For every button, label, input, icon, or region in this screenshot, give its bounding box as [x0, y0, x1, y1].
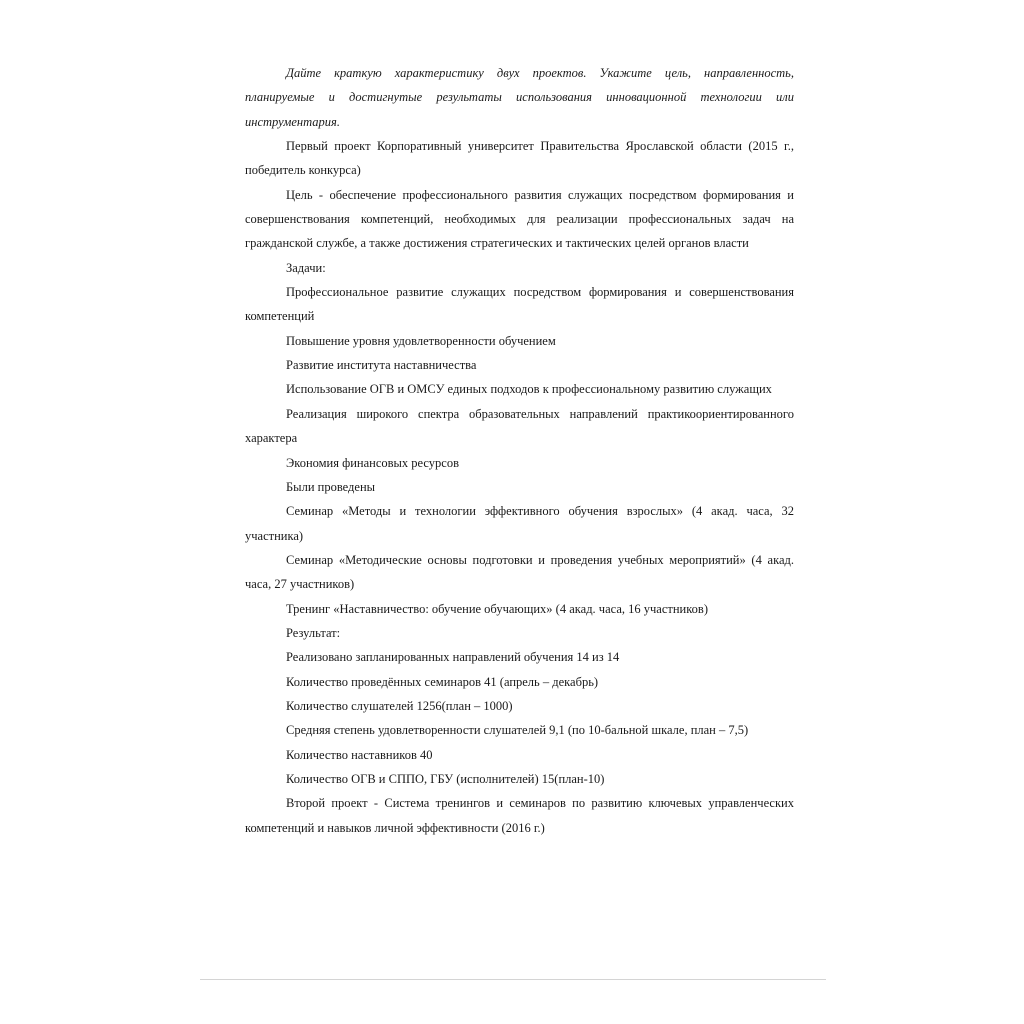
second-project-title: Второй проект - Система тренингов и семинаров по развитию ключевых управленческих компетенций и навыков личной эффективности (2016 г.) — [245, 796, 794, 835]
events-heading: Были проведены — [286, 479, 376, 494]
page-bottom-divider — [200, 979, 826, 980]
tasks-heading: Задачи: — [286, 260, 326, 275]
task-item: Развитие института наставничества — [286, 358, 477, 373]
task-item: Реализация широкого спектра образовательных направлений практикоориентированного характера — [245, 406, 794, 446]
event-item: Семинар «Методические основы подготовки и проведения учебных мероприятий» (4 акад. часа, 27 участников) — [245, 552, 794, 592]
task-item: Экономия финансовых ресурсов — [286, 455, 459, 470]
task-item: Профессиональное развитие служащих посредством формирования и совершенствования компетенций — [245, 285, 794, 324]
document-body — [245, 61, 794, 840]
result-item: Количество ОГВ и СППО, ГБУ (исполнителей) 15(план-10) — [286, 771, 605, 786]
result-item: Количество проведённых семинаров 41 (апрель – декабрь) — [286, 674, 599, 689]
intro-paragraph: Дайте краткую характеристику двух проектов. Укажите цель, направленность, планируемые и достигнутые результаты использования инновационной технологии или инструментария. — [245, 66, 794, 129]
result-item: Реализовано запланированных направлений обучения 14 из 14 — [286, 650, 620, 665]
result-item: Количество слушателей 1256(план – 1000) — [286, 698, 513, 713]
first-project-goal: Цель - обеспечение профессионального развития служащих посредством формирования и совершенствования компетенций, необходимых для реализации профессиональных задач на гражданской службе, а также достижения стратегических и тактических целей органов власти — [245, 187, 794, 251]
task-item: Повышение уровня удовлетворенности обучением — [286, 333, 556, 348]
task-item: Использование ОГВ и ОМСУ единых подходов к профессиональному развитию служащих — [286, 382, 772, 397]
event-item: Тренинг «Наставничество: обучение обучающих» (4 акад. часа, 16 участников) — [286, 601, 708, 616]
result-item: Средняя степень удовлетворенности слушателей 9,1 (по 10-бальной шкале, план – 7,5) — [286, 723, 749, 738]
first-project-title: Первый проект Корпоративный университет Правительства Ярославской области (2015 г., победитель конкурса) — [245, 139, 794, 178]
results-heading: Результат: — [286, 625, 341, 640]
event-item: Семинар «Методы и технологии эффективного обучения взрослых» (4 акад. часа, 32 участника) — [245, 504, 794, 543]
result-item: Количество наставников 40 — [286, 747, 433, 762]
